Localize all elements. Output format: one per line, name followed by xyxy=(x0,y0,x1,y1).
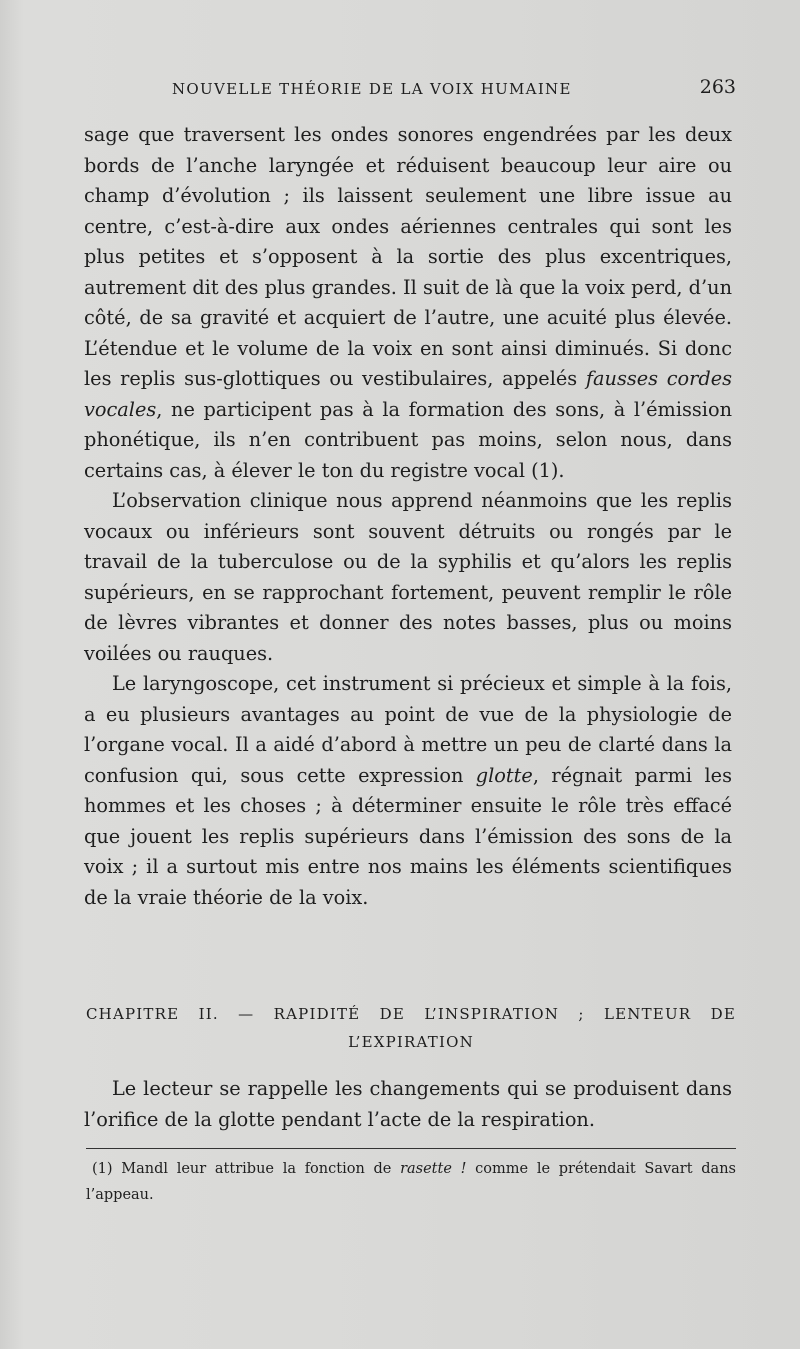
page-number: 263 xyxy=(699,76,736,98)
chapter-text xyxy=(84,1074,732,1135)
footnote-italic: rasette ! xyxy=(400,1161,467,1177)
paragraph-1-italic: fausses cordes vocales xyxy=(84,367,733,421)
running-title: NOUVELLE THÉORIE DE LA VOIX HUMAINE xyxy=(172,80,572,98)
paragraph-3-italic: glotte xyxy=(475,763,533,787)
page-header xyxy=(86,74,736,104)
paragraph-3-text-end: , régnait parmi les hommes et les choses ; à déterminer ensuite le rôle très effacé que jouent les replis supérieurs dans l’émission des sons de la voix ; il a surtout mis entre nos mains les éléments scientifiques de la vraie théorie de la voix. xyxy=(84,763,732,909)
paragraph-1-text-end: , ne participent pas à la formation des sons, à l’émission phonétique, ils n’en contribuent pas moins, selon nous, dans certains cas, à élever le ton du registre vocal (1). xyxy=(84,397,732,482)
paragraph-3 xyxy=(84,669,732,913)
chapter-first-paragraph: Le lecteur se rappelle les changements qui se produisent dans l’orifice de la glotte pendant l’acte de la respiration. xyxy=(84,1077,732,1131)
footnote-text: (1) Mandl leur attribue la fonction de xyxy=(92,1161,392,1177)
footnote xyxy=(86,1156,736,1208)
paragraph-1 xyxy=(84,120,732,486)
chapter-heading xyxy=(86,1000,736,1056)
paragraph-3-text: Le laryngoscope, cet instrument si précieux et simple à la fois, a eu plusieurs avantages au point de vue de la physiologie de l’organe vocal. Il a aidé d’abord à mettre un peu de clarté dans la confusion qui, sous cette expression xyxy=(84,672,732,787)
chapter-heading-line-2: L’EXPIRATION xyxy=(348,1033,474,1051)
paragraph-1-text: sage que traversent les ondes sonores engendrées par les deux bords de l’anche laryngée et réduisent beaucoup leur aire ou champ d’évolution ; ils laissent seulement une libre issue au centre, c’est-à-dire aux ondes aériennes centrales qui sont les plus petites et s’opposent à la sortie des plus excentriques, autrement dit des plus grandes. Il suit de là que la voix perd, d’un côté, de sa gravité et acquiert de l’autre, une acuité plus élevée. L’étendue et le volume de la voix en sont ainsi diminués. Si donc les replis sus-glottiques ou vestibulaires, appelés xyxy=(84,123,732,390)
paragraph-2-text: L’observation clinique nous apprend néanmoins que les replis vocaux ou inférieurs sont souvent détruits ou rongés par le travail de la tuberculose ou de la syphilis et qu’alors les replis supérieurs, en se rapprochant fortement, peuvent remplir le rôle de lèvres vibrantes et donner des notes basses, plus ou moins voilées ou rauques. xyxy=(84,489,732,665)
chapter-heading-line-1: CHAPITRE II. — RAPIDITÉ DE L’INSPIRATION ; LENTEUR DE xyxy=(86,1005,736,1023)
main-text xyxy=(84,120,732,913)
footnote-divider xyxy=(86,1148,736,1149)
paragraph-2 xyxy=(84,486,732,669)
footnote-text-end: comme le prétendait Savart dans l’appeau. xyxy=(86,1161,736,1203)
